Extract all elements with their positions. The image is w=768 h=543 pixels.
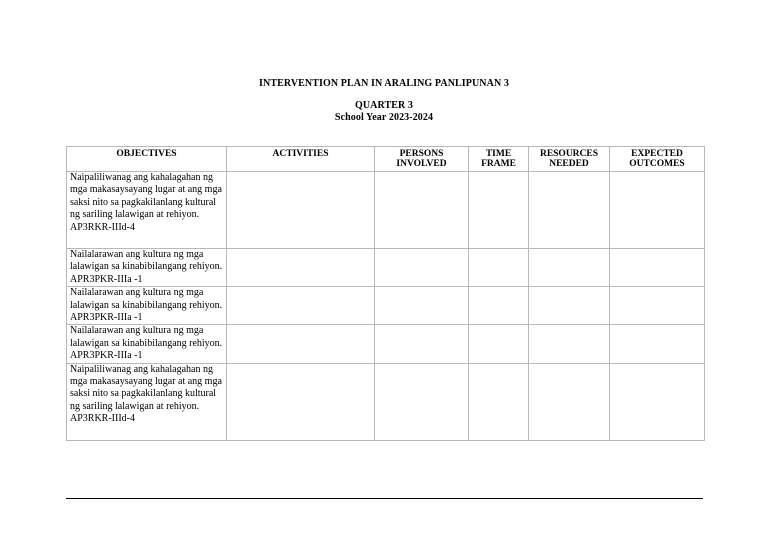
objective-cell: Naipaliliwanag ang kahalagahan ng mga makasaysayang lugar at ang mga saksi nito sa pagkakilanlang kultural ng sariling lalawigan at rehiyon. AP3RKR-IIId-4 bbox=[67, 172, 227, 249]
activities-cell bbox=[227, 325, 375, 363]
expected-outcomes-cell bbox=[610, 363, 705, 440]
time-frame-cell bbox=[469, 249, 529, 287]
activities-cell bbox=[227, 287, 375, 325]
table-row bbox=[67, 249, 705, 287]
table-row bbox=[67, 325, 705, 363]
header-time-frame: TIME FRAME bbox=[469, 147, 529, 172]
objective-cell: Naipaliliwanag ang kahalagahan ng mga makasaysayang lugar at ang mga saksi nito sa pagkakilanlang kultural ng sariling lalawigan at rehiyon. AP3RKR-IIId-4 bbox=[67, 363, 227, 440]
intervention-plan-table bbox=[66, 146, 705, 441]
expected-outcomes-cell bbox=[610, 287, 705, 325]
expected-outcomes-cell bbox=[610, 172, 705, 249]
activities-cell bbox=[227, 172, 375, 249]
resources-needed-cell bbox=[529, 249, 610, 287]
resources-needed-cell bbox=[529, 172, 610, 249]
time-frame-cell bbox=[469, 172, 529, 249]
persons-involved-cell bbox=[375, 363, 469, 440]
school-year-label: School Year 2023-2024 bbox=[334, 112, 434, 123]
objective-cell: Nailalarawan ang kultura ng mga lalawigan sa kinabibilangang rehiyon. APR3PKR-IIIa -1 bbox=[67, 249, 227, 287]
persons-involved-cell bbox=[375, 172, 469, 249]
objective-cell: Nailalarawan ang kultura ng mga lalawigan sa kinabibilangang rehiyon. APR3PKR-IIIa -1 bbox=[67, 287, 227, 325]
time-frame-cell bbox=[469, 287, 529, 325]
table-row bbox=[67, 363, 705, 440]
objective-cell: Nailalarawan ang kultura ng mga lalawigan sa kinabibilangang rehiyon. APR3PKR-IIIa -1 bbox=[67, 325, 227, 363]
persons-involved-cell bbox=[375, 287, 469, 325]
header-objectives: OBJECTIVES bbox=[67, 147, 227, 172]
expected-outcomes-cell bbox=[610, 325, 705, 363]
table-row bbox=[67, 172, 705, 249]
time-frame-cell bbox=[469, 363, 529, 440]
persons-involved-cell bbox=[375, 249, 469, 287]
footer-divider bbox=[66, 498, 703, 499]
time-frame-cell bbox=[469, 325, 529, 363]
activities-cell bbox=[227, 363, 375, 440]
resources-needed-cell bbox=[529, 325, 610, 363]
header-activities: ACTIVITIES bbox=[227, 147, 375, 172]
header-expected-outcomes: EXPECTED OUTCOMES bbox=[610, 147, 705, 172]
table-header-row bbox=[67, 147, 705, 172]
resources-needed-cell bbox=[529, 287, 610, 325]
document-title: INTERVENTION PLAN IN ARALING PANLIPUNAN 3 bbox=[259, 78, 509, 89]
resources-needed-cell bbox=[529, 363, 610, 440]
activities-cell bbox=[227, 249, 375, 287]
header-persons-involved: PERSONS INVOLVED bbox=[375, 147, 469, 172]
quarter-label: QUARTER 3 bbox=[354, 100, 414, 111]
expected-outcomes-cell bbox=[610, 249, 705, 287]
table-row bbox=[67, 287, 705, 325]
persons-involved-cell bbox=[375, 325, 469, 363]
header-resources-needed: RESOURCES NEEDED bbox=[529, 147, 610, 172]
